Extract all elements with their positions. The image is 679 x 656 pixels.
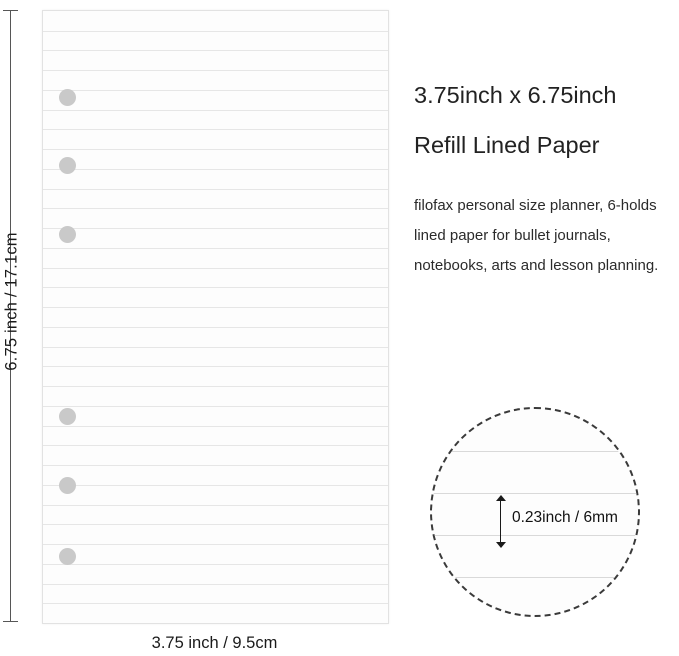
width-dimension-marker	[42, 626, 387, 652]
line-spacing-label: 0.23inch / 6mm	[510, 507, 620, 529]
width-dimension-label: 3.75 inch / 9.5cm	[146, 634, 284, 652]
paper-rule-line	[43, 327, 388, 328]
paper-rule-line	[43, 485, 388, 486]
paper-rule-line	[43, 129, 388, 130]
arrow-shaft	[500, 497, 501, 546]
paper-rule-line	[43, 70, 388, 71]
paper-rule-line	[43, 287, 388, 288]
punch-hole	[59, 548, 76, 565]
paper-rule-line	[43, 208, 388, 209]
paper-rule-line	[43, 544, 388, 545]
paper-rule-line	[43, 149, 388, 150]
product-name-title: Refill Lined Paper	[414, 131, 600, 158]
arrow-head-down	[496, 542, 506, 548]
paper-rule-line	[43, 406, 388, 407]
product-description: filofax personal size planner, 6-holds lined paper for bullet journals, notebooks, arts and lesson planning.	[414, 197, 659, 274]
lined-paper-sheet	[42, 10, 389, 624]
punch-hole	[59, 408, 76, 425]
zoom-rule-line	[432, 535, 638, 536]
paper-rule-line	[43, 465, 388, 466]
punch-hole	[59, 89, 76, 106]
paper-rule-line	[43, 347, 388, 348]
punch-hole	[59, 477, 76, 494]
height-dimension-cap-bottom	[3, 621, 18, 622]
paper-rule-line	[43, 31, 388, 32]
paper-rule-line	[43, 603, 388, 604]
paper-rule-line	[43, 268, 388, 269]
arrow-head-up	[496, 495, 506, 501]
height-dimension-cap-top	[3, 10, 18, 11]
paper-rule-line	[43, 90, 388, 91]
paper-rule-line	[43, 228, 388, 229]
paper-rule-line	[43, 524, 388, 525]
paper-rule-line	[43, 307, 388, 308]
paper-rule-line	[43, 189, 388, 190]
paper-rule-line	[43, 445, 388, 446]
paper-rule-line	[43, 426, 388, 427]
zoom-rule-line	[432, 451, 638, 452]
paper-rule-line	[43, 564, 388, 565]
paper-rule-line	[43, 248, 388, 249]
paper-rule-line	[43, 50, 388, 51]
paper-rule-line	[43, 169, 388, 170]
paper-rule-line	[43, 584, 388, 585]
zoom-rule-line	[432, 577, 638, 578]
product-size-title: 3.75inch x 6.75inch	[414, 82, 617, 108]
paper-rule-line	[43, 366, 388, 367]
paper-rule-line	[43, 505, 388, 506]
line-spacing-arrow-icon	[494, 495, 508, 548]
zoom-rule-line	[432, 493, 638, 494]
line-spacing-detail	[430, 407, 640, 617]
height-dimension-label: 6.75 inch / 17.1cm	[2, 232, 21, 371]
width-dimension-label-wrap	[42, 634, 387, 653]
product-info-panel	[414, 84, 679, 281]
paper-rule-line	[43, 386, 388, 387]
punch-hole	[59, 157, 76, 174]
paper-rule-line	[43, 110, 388, 111]
punch-hole	[59, 226, 76, 243]
